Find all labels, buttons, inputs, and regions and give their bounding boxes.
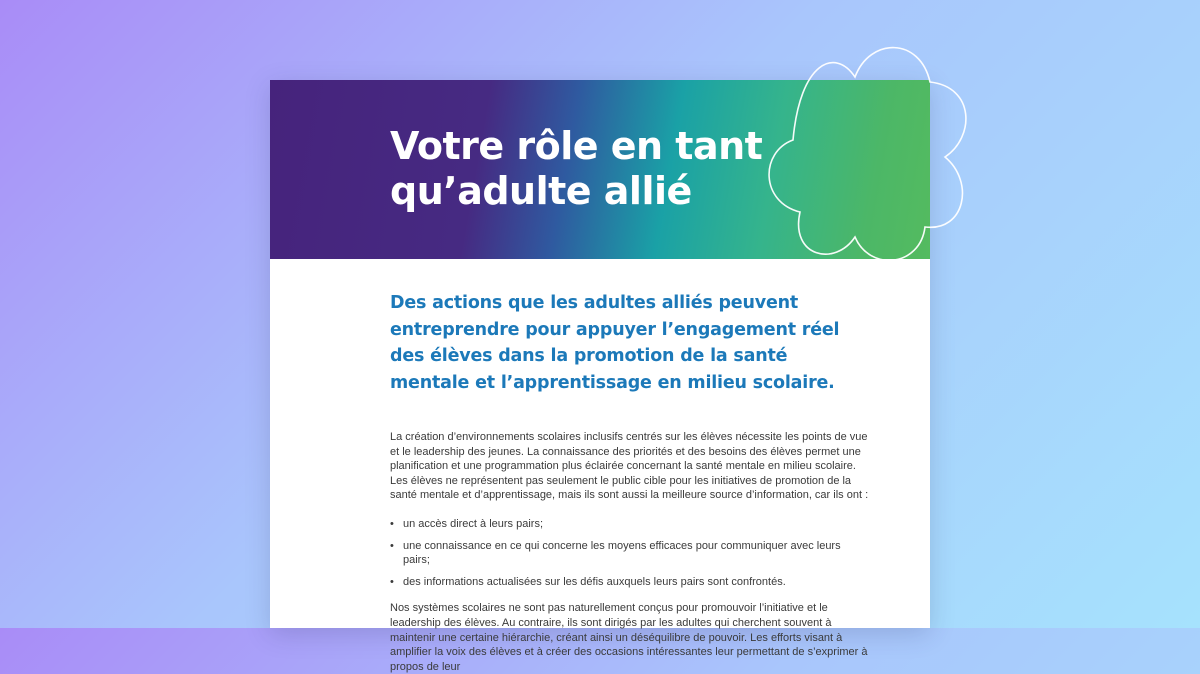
flower-outline-icon xyxy=(760,42,970,272)
subtitle: Des actions que les adultes alliés peuvent entreprendre pour appuyer l’engagement réel des élèves dans la promotion de la santé mentale et l’apprentissage en milieu scolaire. xyxy=(390,293,840,393)
document-page xyxy=(270,80,930,673)
list-item xyxy=(390,575,870,590)
bullet-list xyxy=(390,517,870,589)
list-item-text: un accès direct à leurs pairs; xyxy=(403,517,544,530)
bullet-dot: • xyxy=(390,517,394,530)
list-item xyxy=(390,539,870,568)
header-banner xyxy=(270,80,930,259)
title-line-1: Votre rôle en tant xyxy=(390,124,763,168)
list-item-text: une connaissance en ce qui concerne les moyens efficaces pour communiquer avec leurs pairs; xyxy=(403,539,841,567)
list-item-text: des informations actualisées sur les défis auxquels leurs pairs sont confrontés. xyxy=(403,575,786,588)
list-item xyxy=(390,517,870,532)
document-body xyxy=(390,290,870,674)
intro-paragraph: La création d’environnements scolaires inclusifs centrés sur les élèves nécessite les points de vue et le leadership des jeunes. La connaissance des priorités et des besoins des élèves permet une planification et une programmation plus éclairée concernant la santé mentale en milieu scolaire. Les élèves ne représentent pas seulement le public cible pour les initiatives de promotion de la santé mentale et d’apprentissage, mais ils sont aussi la meilleure source d’information, car ils ont : xyxy=(390,431,869,502)
bullet-dot: • xyxy=(390,539,394,552)
title-line-2: qu’adulte allié xyxy=(390,169,692,213)
second-paragraph: Nos systèmes scolaires ne sont pas naturellement conçus pour promouvoir l’initiative et le leadership des élèves. Au contraire, ils sont dirigés par les adultes qui cherchent souvent à maintenir une certaine hiérarchie, créant ainsi un déséquilibre de pouvoir. Les efforts visant à amplifier la voix des élèves et à créer des occasions intéressantes leur permettant de s’exprimer à propos de leur xyxy=(390,602,868,673)
bullet-dot: • xyxy=(390,575,394,588)
